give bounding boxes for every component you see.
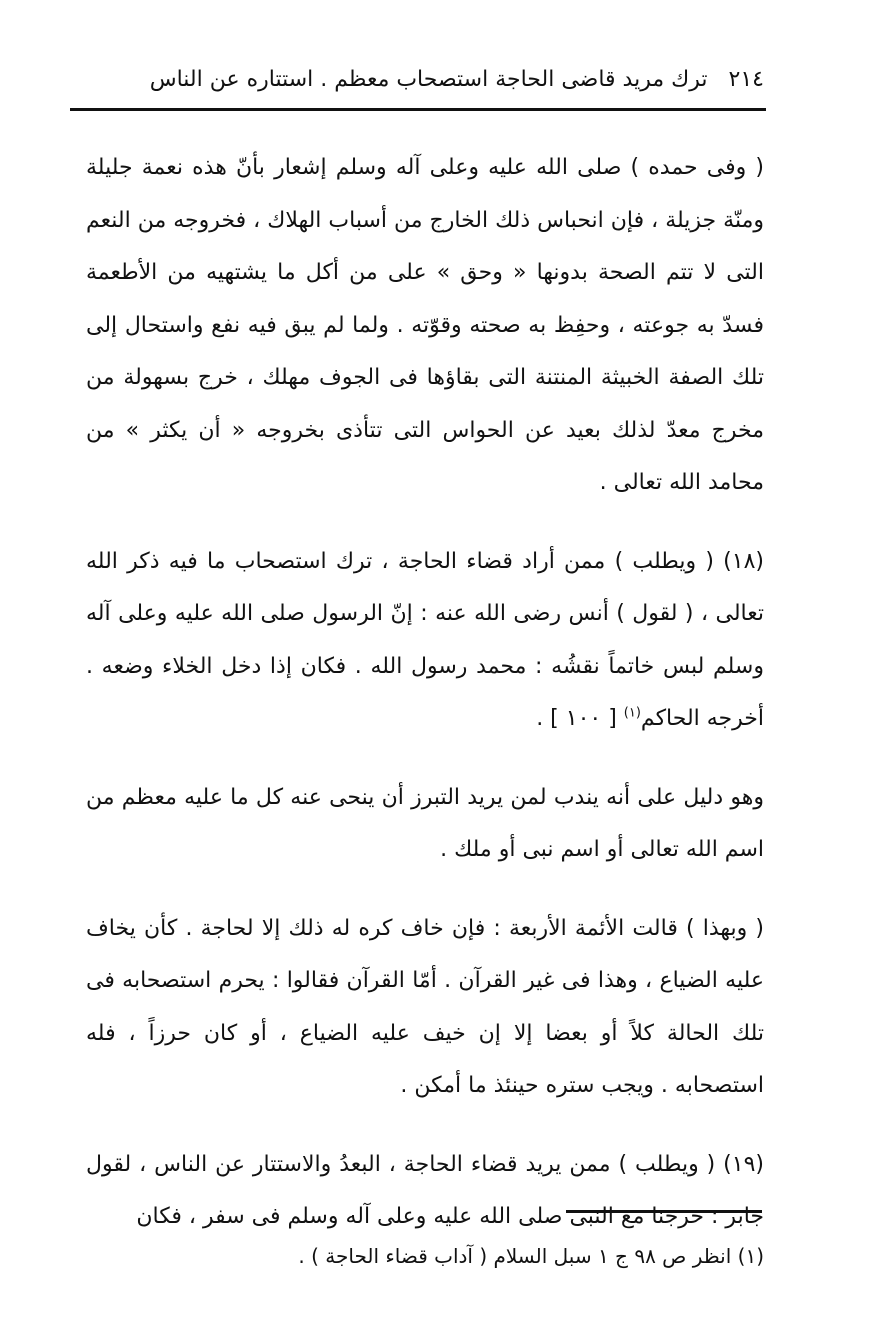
running-header	[70, 58, 764, 102]
page-number: ٢١٤	[728, 67, 764, 92]
footnote: (١) انظر ص ٩٨ ج ١ سبل السلام ( آداب قضاء الحاجة ) .	[298, 1244, 764, 1268]
paragraph-18-text: (١٨) ( ويطلب ) ممن أراد قضاء الحاجة ، ترك استصحاب ما فيه ذكر الله تعالى ، ( لقول ) أنس رضى الله عنه : إنّ الرسول صلى الله عليه وعلى آله وسلم لبس خاتماً نقشُه : محمد رسول الله . فكان إذا دخل الخلاء وضعه . أخرجه الحاكم	[86, 548, 764, 731]
paragraph-19: (١٩) ( ويطلب ) ممن يريد قضاء الحاجة ، البعدُ والاستتار عن الناس ، لقول جابر : خرجنا مع النبى صلى الله عليه وعلى آله وسلم فى سفر ، فكان	[86, 1151, 764, 1229]
running-title: ترك مريد قاضى الحاجة استصحاب معظم . استتاره عن الناس	[149, 67, 708, 92]
hadith-number: [ ١٠٠ ] .	[536, 706, 624, 731]
main-text	[86, 142, 764, 1270]
paragraph-18	[86, 536, 764, 746]
header-rule	[70, 108, 766, 111]
paragraph-imams: ( وبهذا ) قالت الأئمة الأربعة : فإن خاف كره له ذلك إلا لحاجة . كأن يخاف عليه الضياع ، وهذا فى غير القرآن . أمّا القرآن فقالوا : يحرم استصحابه فى تلك الحالة كلاً أو بعضا إلا إن خيف عليه الضياع ، أو كان حرزاً ، فله استصحابه . ويجب ستره حينئذ ما أمكن .	[86, 915, 764, 1098]
paragraph-evidence: وهو دليل على أنه يندب لمن يريد التبرز أن ينحى عنه كل ما عليه معظم من اسم الله تعالى أو اسم نبى أو ملك .	[86, 784, 764, 862]
footnote-reference-mark: (١)	[623, 705, 641, 721]
footnote-rule	[566, 1210, 762, 1213]
paragraph-praise: ( وفى حمده ) صلى الله عليه وعلى آله وسلم إشعار بأنّ هذه نعمة جليلة ومنّة جزيلة ، فإن انحباس ذلك الخارج من أسباب الهلاك ، فخروجه من النعم التى لا تتم الصحة بدونها « وحق » على من أكل ما يشتهيه من الأطعمة فسدّ به جوعته ، وحفِظ به صحته وقوّته . ولما لم يبق فيه نفع واستحال إلى تلك الصفة الخبيثة المنتنة التى بقاؤها فى الجوف مهلك ، خرج بسهولة من مخرج معدّ لذلك بعيد عن الحواس التى تتأذى بخروجه « أن يكثر » من محامد الله تعالى .	[86, 155, 764, 495]
